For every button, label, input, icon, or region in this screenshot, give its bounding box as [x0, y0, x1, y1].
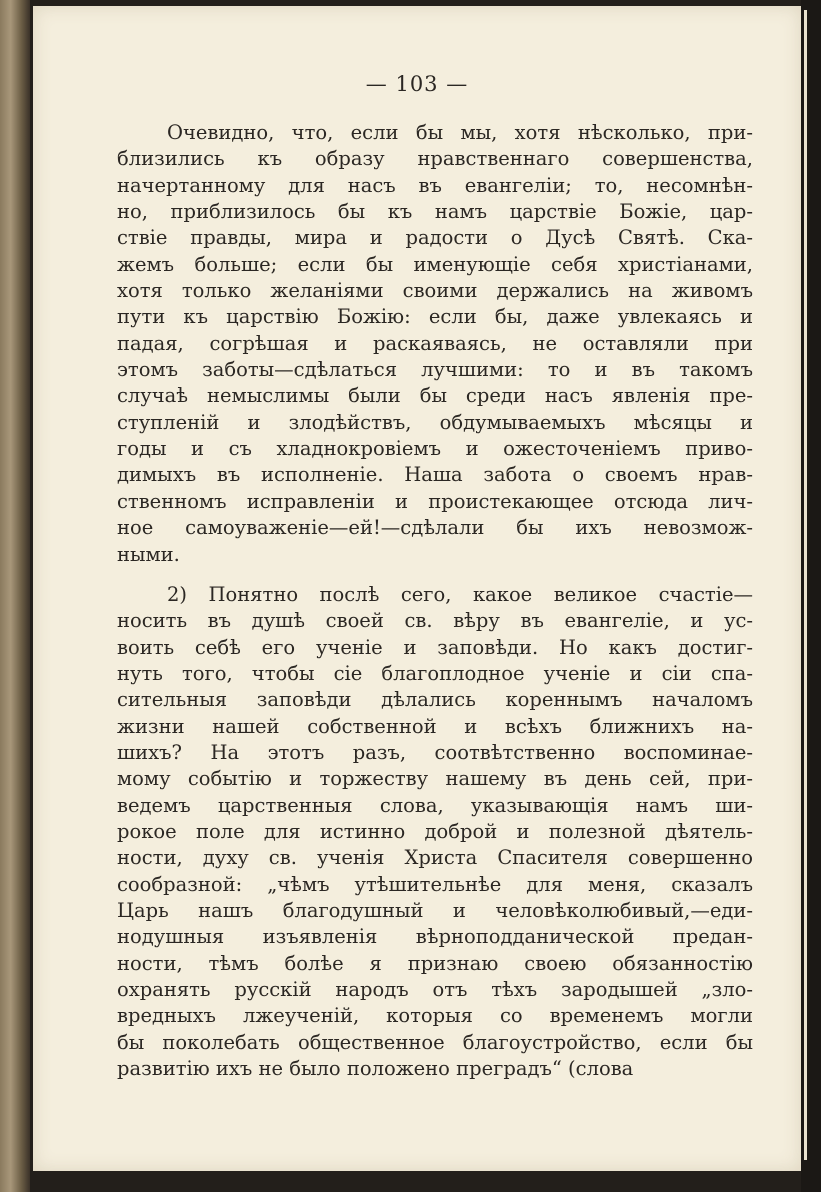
text-line: нодушныя изъявленія вѣрноподданической предан-	[117, 925, 753, 949]
text-line: сительныя заповѣди дѣлались кореннымъ началомъ	[117, 688, 753, 712]
paragraph	[117, 582, 753, 1083]
text-line: шихъ? На этотъ разъ, соотвѣтственно воспоминае-	[117, 740, 753, 764]
text-line: пути къ царствію Божію: если бы, даже увлекаясь и	[117, 305, 753, 329]
text-line: ствіе правды, мира и радости о Дусѣ Святѣ. Ска-	[117, 226, 753, 250]
text-line: носить въ душѣ своей св. вѣру въ евангеліе, и ус-	[117, 609, 753, 633]
text-line: мому событію и торжеству нашему въ день сей, при-	[117, 767, 753, 791]
page-number: — 103 —	[365, 72, 469, 96]
text-line: случаѣ немыслимы были бы среди насъ явленія пре-	[117, 384, 753, 408]
right-page-edge	[801, 0, 821, 1192]
text-line: падая, согрѣшая и раскаяваясь, не оставляли при	[117, 331, 753, 355]
text-line: ности, тѣмъ болѣе я признаю своею обязанностію	[117, 951, 753, 975]
text-line: Очевидно, что, если бы мы, хотя нѣсколько, при-	[167, 121, 753, 144]
text-line: сообразной: „чѣмъ утѣшительнѣе для меня, сказалъ	[117, 872, 753, 896]
text-line: жемъ больше; если бы именующіе себя христіанами,	[117, 252, 753, 276]
text-line: вредныхъ лжеученій, которыя со временемъ могли	[117, 1004, 753, 1028]
text-line: начертанному для насъ въ евангеліи; то, несомнѣн-	[117, 173, 753, 197]
text-line: хотя только желаніями своими держались на живомъ	[117, 279, 753, 303]
text-line: ности, духу св. ученія Христа Спасителя совершенно	[117, 846, 753, 870]
text-line: ведемъ царственныя слова, указывающія намъ ши-	[117, 793, 753, 817]
text-line: ное самоуваженіе—ей!—сдѣлали бы ихъ невозмож-	[117, 516, 753, 540]
text-line: ственномъ исправленіи и проистекающее отсюда лич-	[117, 489, 753, 513]
text-line: воить себѣ его ученіе и заповѣди. Но какъ достиг-	[117, 635, 753, 659]
book-page	[33, 6, 801, 1171]
text-line: рокое поле для истинно доброй и полезной дѣятель-	[117, 819, 753, 843]
text-line: ступленій и злодѣйствъ, обдумываемыхъ мѣсяцы и	[117, 410, 753, 434]
text-line: развитію ихъ не было положено преградъ“ (слова	[117, 1057, 634, 1081]
text-line: 2) Понятно послѣ сего, какое великое счастіе—	[167, 582, 753, 606]
page-text	[117, 120, 753, 1082]
text-line: охранять русскій народъ отъ тѣхъ зародышей „зло-	[117, 978, 753, 1001]
page-edge-strip	[804, 10, 807, 1160]
text-line: жизни нашей собственной и всѣхъ ближнихъ на-	[117, 714, 753, 738]
text-line: этомъ заботы—сдѣлаться лучшими: то и въ такомъ	[117, 358, 753, 382]
text-line: Царь нашъ благодушный и человѣколюбивый,—еди-	[117, 898, 753, 922]
text-line: нуть того, чтобы сіе благоплодное ученіе и сіи спа-	[117, 661, 753, 685]
text-line: но, приблизилось бы къ намъ царствіе Божіе, цар-	[117, 200, 753, 224]
text-line: димыхъ въ исполненіе. Наша забота о своемъ нрав-	[117, 463, 753, 487]
text-line: ными.	[117, 542, 180, 566]
text-line: близились къ образу нравственнаго совершенства,	[117, 147, 753, 171]
text-line: бы поколебать общественное благоустройство, если бы	[117, 1030, 753, 1054]
text-line: годы и съ хладнокровіемъ и ожесточеніемъ приво-	[117, 437, 753, 461]
previous-page-edge	[0, 0, 30, 1192]
paragraph	[117, 120, 753, 568]
